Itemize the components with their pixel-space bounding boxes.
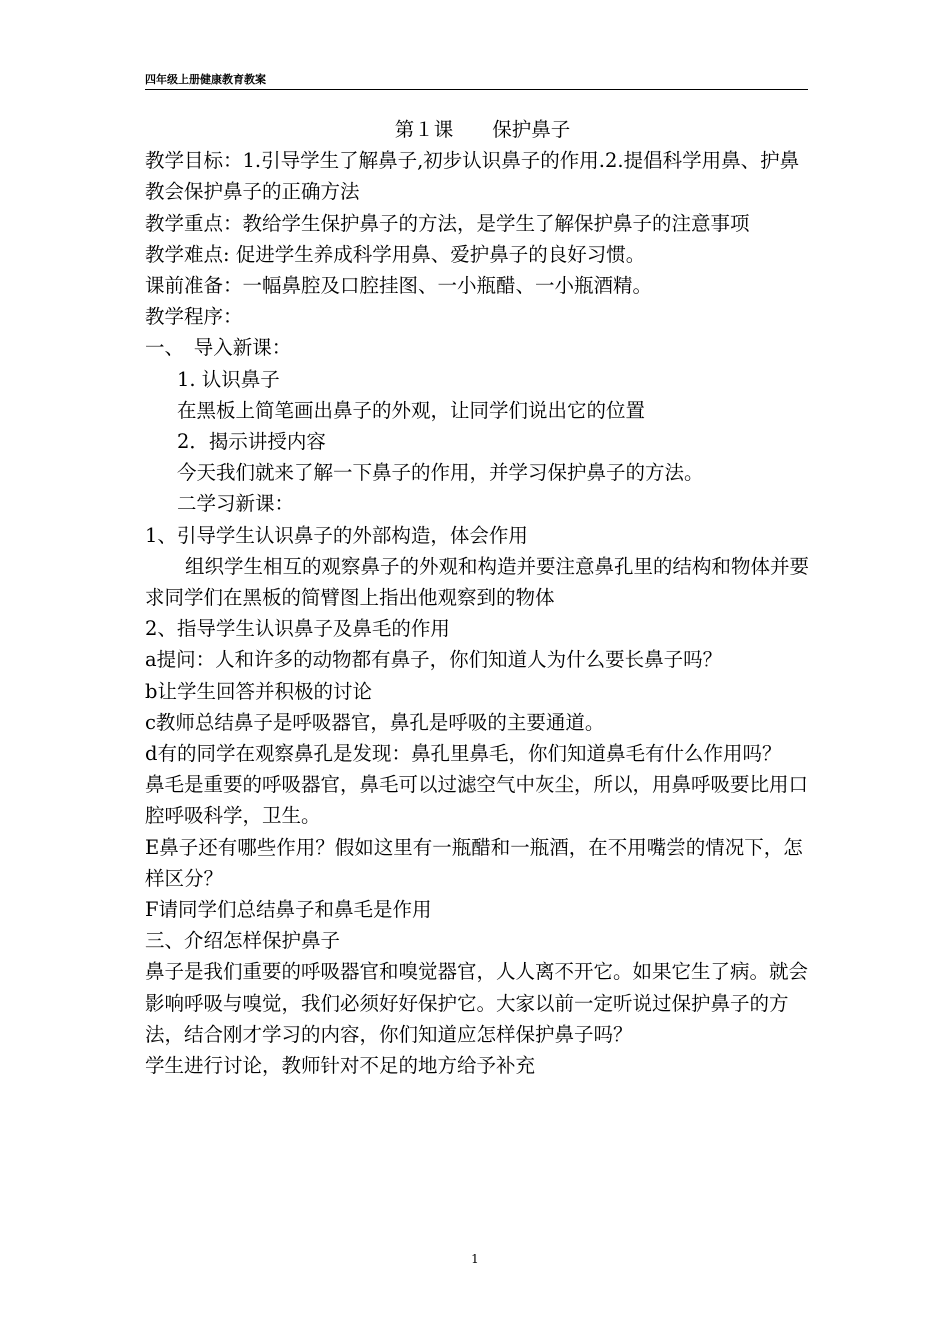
teaching-objectives: 教学目标：1.引导学生了解鼻子,初步认识鼻子的作用.2.提倡科学用鼻、护鼻教会保护鼻子的正确方法 — [145, 149, 800, 204]
page-header: 四年级上册健康教育教案 — [145, 73, 266, 86]
teaching-focus: 教学重点：教给学生保护鼻子的方法，是学生了解保护鼻子的注意事项 — [145, 211, 750, 235]
item-nose-hair-function: 2、指导学生认识鼻子及鼻毛的作用 — [145, 617, 450, 641]
step-know-nose: 1. 认识鼻子 — [177, 367, 280, 391]
step-today-intro: 今天我们就来了解一下鼻子的作用，并学习保护鼻子的方法。 — [177, 461, 704, 485]
step-draw-nose: 在黑板上简笔画出鼻子的外观，让同学们说出它的位置 — [177, 398, 646, 422]
question-d: d有的同学在观察鼻孔是发现：鼻孔里鼻毛，你们知道鼻毛有什么作用吗？ — [145, 742, 782, 766]
question-e: E鼻子还有哪些作用？假如这里有一瓶醋和一瓶酒，在不用嘴尝的情况下，怎样区分？ — [145, 835, 803, 890]
discussion-line: 学生进行讨论，教师针对不足的地方给予补充 — [145, 1054, 536, 1078]
preparation: 课前准备：一幅鼻腔及口腔挂图、一小瓶醋、一小瓶酒精。 — [145, 274, 653, 298]
teaching-difficulty: 教学难点: 促进学生养成科学用鼻、爱护鼻子的良好习惯。 — [145, 242, 646, 266]
procedure-heading: 教学程序： — [145, 305, 243, 329]
header-rule — [145, 89, 808, 90]
section-two-heading: 二学习新课： — [177, 492, 295, 516]
question-f: F请同学们总结鼻子和鼻毛是作用 — [145, 898, 432, 922]
nose-hair-explanation: 鼻毛是重要的呼吸器官，鼻毛可以过滤空气中灰尘，所以，用鼻呼吸要比用口腔呼吸科学，卫生。 — [145, 773, 809, 828]
protect-nose-paragraph: 鼻子是我们重要的呼吸器官和嗅觉器官，人人离不开它。如果它生了病。就会影响呼吸与嗅觉，我们必须好好保护它。大家以前一定听说过保护鼻子的方法，结合刚才学习的内容，你们知道应怎样保护鼻子吗？ — [145, 960, 809, 1046]
observe-text: 组织学生相互的观察鼻子的外观和构造并要注意鼻孔里的结构和物体并要求同学们在黑板的简臂图上指出他观察到的物体 — [145, 554, 810, 610]
question-c: c教师总结鼻子是呼吸器官，鼻孔是呼吸的主要通道。 — [145, 710, 605, 734]
indent-spacer — [145, 555, 185, 578]
lesson-title: 第１课 保护鼻子 — [394, 118, 571, 141]
section-one-heading: 一、 导入新课： — [145, 336, 292, 360]
page-number: 1 — [471, 1252, 479, 1266]
question-b: b让学生回答并积极的讨论 — [145, 679, 372, 703]
section-three-heading: 三、介绍怎样保护鼻子 — [145, 929, 341, 953]
question-a: a提问：人和许多的动物都有鼻子，你们知道人为什么要长鼻子吗？ — [145, 648, 723, 672]
item-external-structure: 1、引导学生认识鼻子的外部构造，体会作用 — [145, 523, 528, 547]
item-observe-paragraph — [145, 551, 810, 613]
step-reveal-content: 2．揭示讲授内容 — [177, 430, 326, 454]
document-body — [145, 114, 810, 1081]
